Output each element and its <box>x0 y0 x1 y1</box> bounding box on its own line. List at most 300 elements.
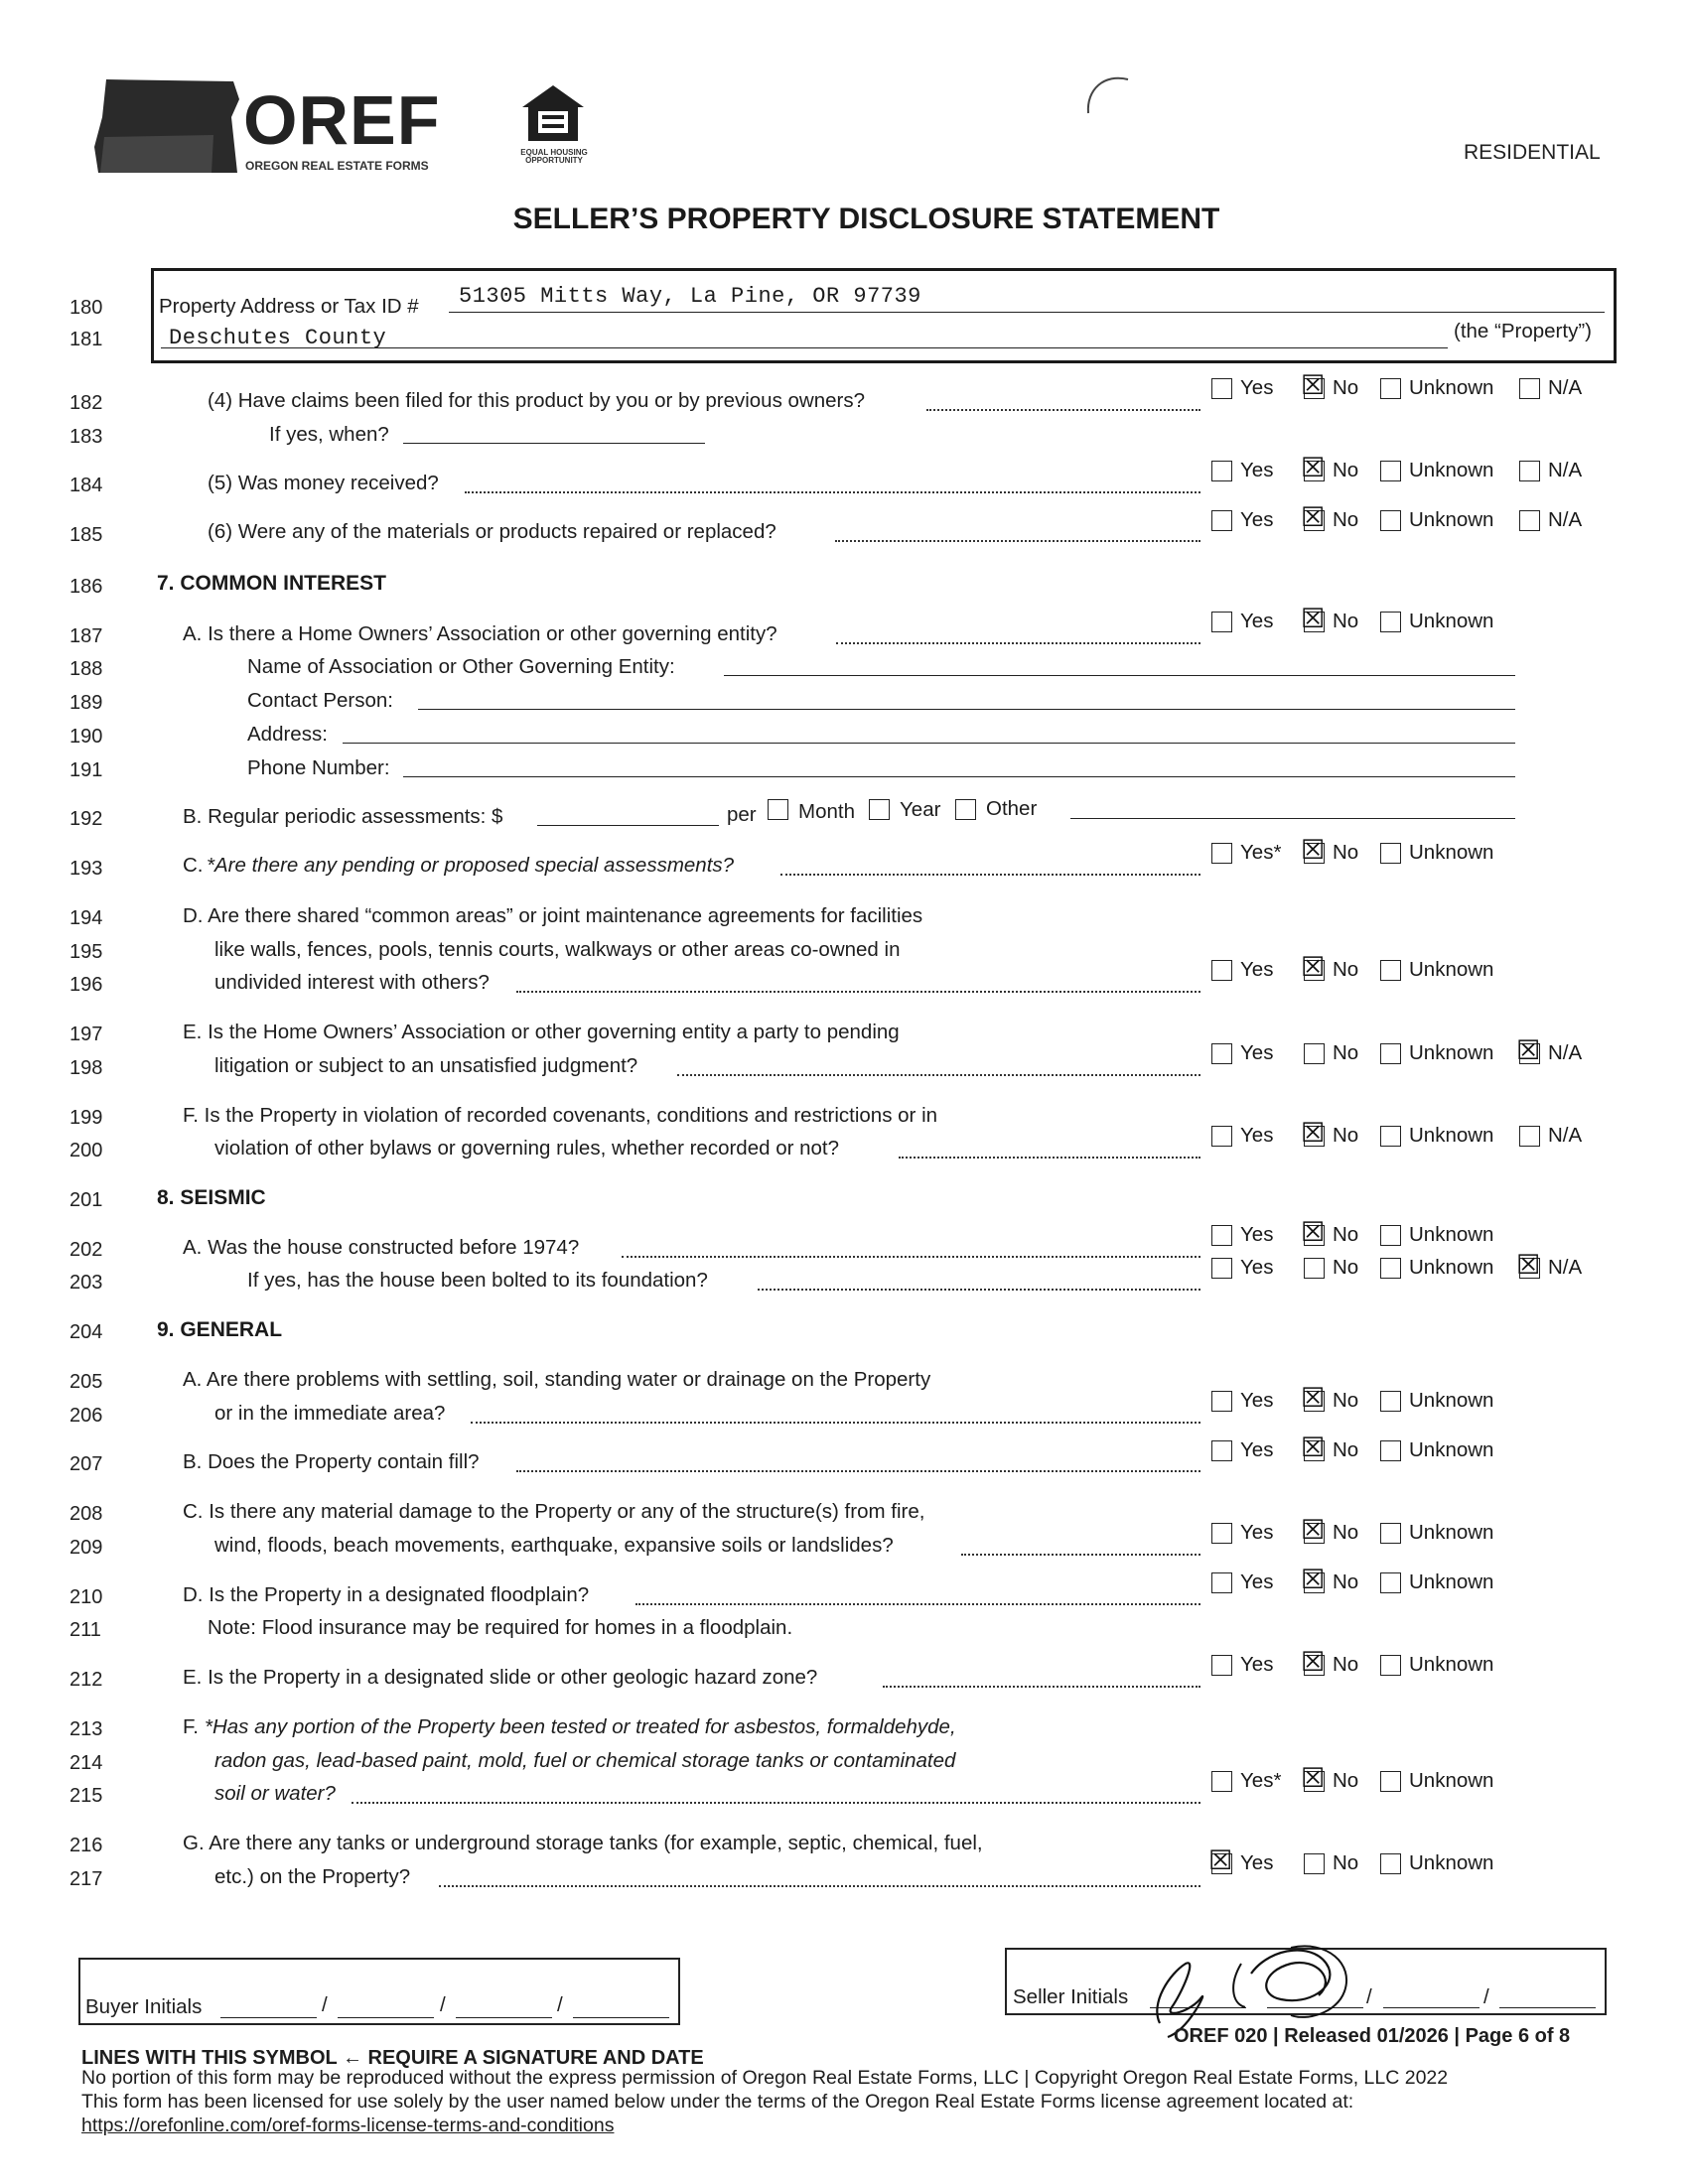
line-number: 202 <box>70 1239 103 1261</box>
month-label: Month <box>798 800 855 823</box>
leader-dots <box>352 1802 1200 1804</box>
leader-dots <box>883 1686 1200 1688</box>
answer-q209-yes[interactable] <box>1211 1520 1301 1546</box>
line-number: 192 <box>70 808 103 830</box>
check-mark-icon: ☒ <box>1301 501 1326 533</box>
line-number: 213 <box>70 1718 103 1740</box>
check-mark-icon: ☒ <box>1301 1382 1326 1414</box>
answer-q184-yes[interactable] <box>1211 458 1301 483</box>
option-label: N/A <box>1548 376 1583 399</box>
question-text: like walls, fences, pools, tennis courts, walkways or other areas co-owned in <box>214 938 901 961</box>
option-label: Yes <box>1240 958 1274 981</box>
question-text: Note: Flood insurance may be required for homes in a floodplain. <box>208 1616 793 1639</box>
line-number: 188 <box>70 658 103 680</box>
option-label: N/A <box>1548 508 1583 531</box>
line-number: 208 <box>70 1503 103 1525</box>
no-checkbox[interactable] <box>1301 951 1326 983</box>
no-checkbox[interactable] <box>1301 1117 1326 1149</box>
na-checkbox[interactable] <box>1519 1126 1540 1147</box>
question-text: D. Is the Property in a designated floodplain? <box>183 1583 590 1606</box>
no-checkbox[interactable] <box>1301 452 1326 483</box>
contact-person-line <box>418 709 1515 710</box>
seller-initial-line-4[interactable] <box>1499 2007 1596 2008</box>
line-number: 187 <box>70 625 103 647</box>
unknown-checkbox[interactable] <box>1380 1523 1401 1544</box>
no-checkbox[interactable] <box>1301 1432 1326 1463</box>
option-label: Yes <box>1240 376 1274 399</box>
leader-dots <box>516 1470 1200 1472</box>
option-label: Yes <box>1240 1124 1274 1147</box>
answer-q215-unknown[interactable] <box>1380 1768 1509 1794</box>
leader-dots <box>899 1157 1200 1159</box>
option-label: No <box>1333 459 1359 481</box>
unknown-checkbox[interactable] <box>1380 843 1401 864</box>
unknown-checkbox[interactable] <box>1380 378 1401 399</box>
line-number: 217 <box>70 1868 103 1890</box>
line-number: 189 <box>70 692 103 714</box>
unknown-checkbox[interactable] <box>1380 1391 1401 1412</box>
check-mark-icon: ☒ <box>1301 1646 1326 1678</box>
option-label: Unknown <box>1409 1124 1494 1147</box>
option-label: Unknown <box>1409 376 1494 399</box>
option-label: Yes <box>1240 508 1274 531</box>
address-underline <box>449 312 1605 313</box>
answer-q185-unknown[interactable] <box>1380 507 1509 533</box>
question-text: B. Does the Property contain fill? <box>183 1450 480 1473</box>
question-text: *Has any portion of the Property been tested or treated for asbestos, formaldehyde, <box>205 1715 956 1738</box>
no-checkbox[interactable] <box>1304 1258 1325 1279</box>
option-label: No <box>1333 958 1359 981</box>
line-number: 183 <box>70 426 103 448</box>
buyer-initial-line-2[interactable] <box>338 2017 434 2018</box>
leader-dots <box>780 874 1200 876</box>
year-label: Year <box>900 798 941 821</box>
section-heading: 7. COMMON INTEREST <box>157 572 387 595</box>
line-number: 184 <box>70 475 103 496</box>
unknown-checkbox[interactable] <box>1380 1126 1401 1147</box>
option-label: Unknown <box>1409 958 1494 981</box>
answer-q217-yes[interactable] <box>1208 1844 1301 1876</box>
option-label: No <box>1333 1570 1359 1593</box>
line-number: 212 <box>70 1669 103 1691</box>
no-checkbox[interactable] <box>1301 501 1326 533</box>
line-number: 200 <box>70 1140 103 1161</box>
no-checkbox[interactable] <box>1301 1382 1326 1414</box>
option-label: Unknown <box>1409 841 1494 864</box>
na-checkbox[interactable] <box>1519 510 1540 531</box>
answer-q200-unknown[interactable] <box>1380 1123 1509 1149</box>
line-number: 203 <box>70 1272 103 1294</box>
leader-dots <box>835 540 1200 542</box>
option-label: Yes <box>1240 1256 1274 1279</box>
option-label: No <box>1333 1653 1359 1676</box>
answer-q184-unknown[interactable] <box>1380 458 1509 483</box>
line-number: 182 <box>70 392 103 414</box>
leader-dots <box>465 491 1200 493</box>
answer-q182-yes[interactable] <box>1211 375 1301 401</box>
na-checkbox[interactable] <box>1519 378 1540 399</box>
option-label: Unknown <box>1409 1041 1494 1064</box>
option-label: Yes <box>1240 1041 1274 1064</box>
no-checkbox[interactable] <box>1301 369 1326 401</box>
answer-q210-yes[interactable] <box>1211 1570 1301 1595</box>
yes-checkbox[interactable] <box>1211 1771 1232 1792</box>
line-number: 201 <box>70 1189 103 1211</box>
answer-q193-yes[interactable] <box>1211 840 1301 866</box>
option-label: Unknown <box>1409 610 1494 632</box>
answer-q203-yes[interactable] <box>1211 1255 1301 1281</box>
answer-q202-unknown[interactable] <box>1380 1222 1509 1248</box>
answer-q212-unknown[interactable] <box>1380 1652 1509 1678</box>
question-text: F. Is the Property in violation of recorded covenants, conditions and restrictions or in <box>183 1104 938 1127</box>
unknown-checkbox[interactable] <box>1380 461 1401 481</box>
unknown-checkbox[interactable] <box>1380 1853 1401 1874</box>
question-text: etc.) on the Property? <box>214 1865 411 1888</box>
option-label: Unknown <box>1409 1389 1494 1412</box>
option-label: No <box>1333 1769 1359 1792</box>
option-label: No <box>1333 1124 1359 1147</box>
yes-checkbox[interactable] <box>1211 1126 1232 1147</box>
answer-q200-na[interactable] <box>1519 1123 1609 1149</box>
address-label: Property Address or Tax ID # <box>159 295 419 318</box>
option-label: N/A <box>1548 1124 1583 1147</box>
question-text: wind, floods, beach movements, earthquake, expansive soils or landslides? <box>214 1534 894 1557</box>
buyer-initials-label: Buyer Initials <box>85 1995 203 2018</box>
check-mark-icon: ☒ <box>1301 834 1326 866</box>
form-id: OREF 020 | Released 01/2026 | Page 6 of 8 <box>1174 2025 1571 2047</box>
property-suffix: (the “Property”) <box>1454 320 1592 342</box>
answer-q198-yes[interactable] <box>1211 1040 1301 1066</box>
answer-q187-unknown[interactable] <box>1380 609 1509 634</box>
line-number: 186 <box>70 576 103 598</box>
other-checkbox[interactable] <box>955 799 976 820</box>
answer-q185-yes[interactable] <box>1211 507 1301 533</box>
question-text: If yes, has the house been bolted to its foundation? <box>247 1269 708 1292</box>
unknown-checkbox[interactable] <box>1380 1572 1401 1593</box>
option-label: N/A <box>1548 459 1583 481</box>
no-checkbox[interactable] <box>1301 834 1326 866</box>
line-number: 181 <box>70 329 103 350</box>
option-label: Unknown <box>1409 1851 1494 1874</box>
oregon-logo-icon <box>94 77 243 177</box>
option-label: Yes <box>1240 1438 1274 1461</box>
option-label: Yes <box>1240 1570 1274 1593</box>
association-address-line <box>343 743 1515 744</box>
question-text: litigation or subject to an unsatisfied judgment? <box>214 1054 638 1077</box>
question-text: (5) Was money received? <box>208 472 439 494</box>
answer-q184-na[interactable] <box>1519 458 1609 483</box>
na-checkbox[interactable] <box>1519 461 1540 481</box>
unknown-checkbox[interactable] <box>1380 1043 1401 1064</box>
unknown-checkbox[interactable] <box>1380 1440 1401 1461</box>
option-label: Yes* <box>1240 1769 1282 1792</box>
question-text: E. Is the Property in a designated slide or other geologic hazard zone? <box>183 1666 818 1689</box>
yes-checkbox[interactable] <box>1211 612 1232 632</box>
unknown-checkbox[interactable] <box>1380 612 1401 632</box>
line-number: 190 <box>70 726 103 748</box>
check-mark-icon: ☒ <box>1301 1432 1326 1463</box>
check-mark-icon: ☒ <box>1516 1249 1541 1281</box>
yes-checkbox[interactable] <box>1211 1225 1232 1246</box>
leader-dots <box>439 1885 1200 1887</box>
check-mark-icon: ☒ <box>1301 1762 1326 1794</box>
answer-q217-unknown[interactable] <box>1380 1850 1509 1876</box>
option-label: Yes <box>1240 610 1274 632</box>
copyright-text: No portion of this form may be reproduced without the express permission of Oregon Real Estate Forms, LLC | Copyright Oregon Real Estate Forms, LLC 2022 <box>81 2067 1449 2089</box>
question-text: B. Regular periodic assessments: $ <box>183 805 503 828</box>
question-text: or in the immediate area? <box>214 1402 446 1425</box>
question-text: Phone Number: <box>247 756 390 779</box>
no-checkbox[interactable] <box>1304 1043 1325 1064</box>
buyer-initial-slash: / <box>440 1993 446 2016</box>
question-text: A. Are there problems with settling, soil, standing water or drainage on the Property <box>183 1368 931 1391</box>
option-label: Unknown <box>1409 1223 1494 1246</box>
option-label: Unknown <box>1409 1438 1494 1461</box>
check-mark-icon: ☒ <box>1301 1564 1326 1595</box>
page-title: SELLER’S PROPERTY DISCLOSURE STATEMENT <box>512 203 1220 235</box>
leader-dots <box>622 1256 1200 1258</box>
check-mark-icon: ☒ <box>1516 1034 1541 1066</box>
leader-dots <box>836 642 1200 644</box>
seller-initial-slash: / <box>1483 1985 1489 2008</box>
equal-housing-icon <box>520 83 586 155</box>
signature-symbol-note: LINES WITH THIS SYMBOL ← REQUIRE A SIGNATURE AND DATE <box>81 2047 704 2069</box>
other-label: Other <box>986 797 1038 820</box>
line-number: 204 <box>70 1321 103 1343</box>
unknown-checkbox[interactable] <box>1380 1225 1401 1246</box>
section-heading: 8. SEISMIC <box>157 1186 266 1209</box>
answer-q209-unknown[interactable] <box>1380 1520 1509 1546</box>
leader-dots <box>471 1422 1200 1424</box>
option-label: N/A <box>1548 1256 1583 1279</box>
form-category: RESIDENTIAL <box>1464 141 1601 164</box>
no-checkbox[interactable] <box>1301 1646 1326 1678</box>
assessment-amount-line <box>537 825 719 826</box>
option-label: Unknown <box>1409 1769 1494 1792</box>
option-label: Yes <box>1240 1851 1274 1874</box>
option-label: Unknown <box>1409 459 1494 481</box>
question-text: (4) Have claims been filed for this product by you or by previous owners? <box>208 389 866 412</box>
option-label: No <box>1333 508 1359 531</box>
option-label: No <box>1333 1438 1359 1461</box>
answer-q187-yes[interactable] <box>1211 609 1301 634</box>
option-label: Yes <box>1240 1521 1274 1544</box>
month-checkbox[interactable] <box>768 799 788 820</box>
question-prefix: C. <box>183 854 204 877</box>
question-text: Contact Person: <box>247 689 393 712</box>
question-text: soil or water? <box>214 1782 336 1805</box>
question-text: (6) Were any of the materials or products repaired or replaced? <box>208 520 776 543</box>
question-text: undivided interest with others? <box>214 971 490 994</box>
option-label: Yes <box>1240 459 1274 481</box>
answer-q182-na[interactable] <box>1519 375 1609 401</box>
na-checkbox[interactable] <box>1516 1034 1541 1066</box>
line-number: 215 <box>70 1785 103 1807</box>
check-mark-icon: ☒ <box>1301 1216 1326 1248</box>
yes-checkbox[interactable] <box>1211 1655 1232 1676</box>
buyer-initial-line-1[interactable] <box>220 2017 317 2018</box>
unknown-checkbox[interactable] <box>1380 510 1401 531</box>
phone-number-line <box>403 776 1515 777</box>
association-name-line <box>724 675 1515 676</box>
question-text: *Are there any pending or proposed special assessments? <box>207 854 735 877</box>
option-label: No <box>1333 1521 1359 1544</box>
check-mark-icon: ☒ <box>1301 951 1326 983</box>
logo-subtext: OREGON REAL ESTATE FORMS <box>245 159 429 173</box>
answer-q207-unknown[interactable] <box>1380 1437 1509 1463</box>
option-label: No <box>1333 841 1359 864</box>
leader-dots <box>516 991 1200 993</box>
answer-q182-unknown[interactable] <box>1380 375 1509 401</box>
line-number: 180 <box>70 297 103 319</box>
option-label: Unknown <box>1409 1521 1494 1544</box>
scan-mark-icon <box>1082 68 1142 117</box>
no-checkbox[interactable] <box>1301 1514 1326 1546</box>
question-text: A. Is there a Home Owners’ Association or other governing entity? <box>183 622 777 645</box>
option-label: No <box>1333 1851 1359 1874</box>
other-period-line <box>1070 818 1515 819</box>
no-checkbox[interactable] <box>1301 1564 1326 1595</box>
yes-checkbox[interactable] <box>1211 1391 1232 1412</box>
leader-dots <box>926 409 1200 411</box>
leader-dots <box>758 1289 1200 1291</box>
yes-checkbox[interactable] <box>1211 378 1232 399</box>
question-text: E. Is the Home Owners’ Association or other governing entity a party to pending <box>183 1021 900 1043</box>
option-label: Unknown <box>1409 1256 1494 1279</box>
answer-q185-na[interactable] <box>1519 507 1609 533</box>
section-heading: 9. GENERAL <box>157 1318 283 1341</box>
answer-q210-unknown[interactable] <box>1380 1570 1509 1595</box>
leader-dots <box>677 1074 1200 1076</box>
leader-dots <box>635 1603 1200 1605</box>
answer-q203-unknown[interactable] <box>1380 1255 1509 1281</box>
question-text: Address: <box>247 723 328 746</box>
question-text: C. Is there any material damage to the Property or any of the structure(s) from fire, <box>183 1500 925 1523</box>
answer-q200-yes[interactable] <box>1211 1123 1301 1149</box>
check-mark-icon: ☒ <box>1301 369 1326 401</box>
no-checkbox[interactable] <box>1301 1762 1326 1794</box>
question-text: violation of other bylaws or governing rules, whether recorded or not? <box>214 1137 840 1160</box>
yes-checkbox[interactable] <box>1211 510 1232 531</box>
answer-q206-unknown[interactable] <box>1380 1388 1509 1414</box>
question-text: G. Are there any tanks or underground storage tanks (for example, septic, chemical, fuel, <box>183 1832 983 1854</box>
address-value[interactable]: 51305 Mitts Way, La Pine, OR 97739 <box>459 284 921 309</box>
logo-text: OREF <box>243 81 441 159</box>
answer-q193-unknown[interactable] <box>1380 840 1509 866</box>
line-number: 216 <box>70 1835 103 1856</box>
yes-checkbox[interactable] <box>1211 960 1232 981</box>
leader-dots <box>961 1554 1200 1556</box>
line-number: 205 <box>70 1371 103 1393</box>
option-label: No <box>1333 1223 1359 1246</box>
answer-q198-na[interactable] <box>1516 1034 1609 1066</box>
claim-date-line <box>403 443 705 444</box>
option-label: No <box>1333 1256 1359 1279</box>
per-label: per <box>727 803 757 826</box>
no-checkbox[interactable] <box>1301 603 1326 634</box>
equal-housing-text: EQUAL HOUSING OPPORTUNITY <box>520 148 588 165</box>
answer-q212-yes[interactable] <box>1211 1652 1301 1678</box>
check-mark-icon: ☒ <box>1301 452 1326 483</box>
check-mark-icon: ☒ <box>1301 1514 1326 1546</box>
question-text: A. Was the house constructed before 1974? <box>183 1236 580 1259</box>
answer-q203-na[interactable] <box>1516 1249 1609 1281</box>
buyer-initial-slash: / <box>557 1993 563 2016</box>
no-checkbox[interactable] <box>1304 1853 1325 1874</box>
line-number: 194 <box>70 907 103 929</box>
line-number: 210 <box>70 1586 103 1608</box>
option-label: Unknown <box>1409 508 1494 531</box>
option-label: Yes* <box>1240 841 1282 864</box>
yes-checkbox[interactable] <box>1211 1043 1232 1064</box>
option-label: No <box>1333 610 1359 632</box>
answer-q206-yes[interactable] <box>1211 1388 1301 1414</box>
unknown-checkbox[interactable] <box>1380 1655 1401 1676</box>
license-text: This form has been licensed for use solely by the user named below under the terms of the Oregon Real Estate Forms license agreement located at: <box>81 2091 1354 2113</box>
unknown-checkbox[interactable] <box>1380 1258 1401 1279</box>
no-checkbox[interactable] <box>1301 1216 1326 1248</box>
year-checkbox[interactable] <box>869 799 890 820</box>
seller-initial-slash: / <box>1366 1985 1372 2008</box>
line-number: 209 <box>70 1537 103 1559</box>
line-number: 199 <box>70 1107 103 1129</box>
yes-checkbox[interactable] <box>1211 1258 1232 1279</box>
line-number: 211 <box>70 1619 101 1641</box>
yes-checkbox[interactable] <box>1211 461 1232 481</box>
answer-q202-yes[interactable] <box>1211 1222 1301 1248</box>
line-number: 198 <box>70 1057 103 1079</box>
unknown-checkbox[interactable] <box>1380 960 1401 981</box>
yes-checkbox[interactable] <box>1211 843 1232 864</box>
option-label: No <box>1333 1389 1359 1412</box>
answer-q198-unknown[interactable] <box>1380 1040 1509 1066</box>
buyer-initial-line-4[interactable] <box>573 2017 669 2018</box>
option-label: No <box>1333 1041 1359 1064</box>
license-link[interactable]: https://orefonline.com/oref-forms-license-terms-and-conditions <box>81 2115 615 2136</box>
answer-q196-unknown[interactable] <box>1380 957 1509 983</box>
seller-initials-label: Seller Initials <box>1013 1985 1129 2008</box>
question-text: Name of Association or Other Governing Entity: <box>247 655 675 678</box>
line-number: 191 <box>70 759 103 781</box>
line-number: 195 <box>70 941 103 963</box>
line-number: 207 <box>70 1453 103 1475</box>
buyer-initial-line-3[interactable] <box>456 2017 552 2018</box>
unknown-checkbox[interactable] <box>1380 1771 1401 1792</box>
question-text: radon gas, lead-based paint, mold, fuel or chemical storage tanks or contaminated <box>214 1749 956 1772</box>
yes-checkbox[interactable] <box>1208 1844 1233 1876</box>
option-label: Unknown <box>1409 1570 1494 1593</box>
question-text: D. Are there shared “common areas” or joint maintenance agreements for facilities <box>183 904 923 927</box>
check-mark-icon: ☒ <box>1208 1844 1233 1876</box>
yes-checkbox[interactable] <box>1211 1440 1232 1461</box>
yes-checkbox[interactable] <box>1211 1523 1232 1544</box>
check-mark-icon: ☒ <box>1301 603 1326 634</box>
option-label: Yes <box>1240 1389 1274 1412</box>
answer-q215-yes[interactable] <box>1211 1768 1301 1794</box>
question-prefix: F. <box>183 1715 199 1738</box>
answer-q207-yes[interactable] <box>1211 1437 1301 1463</box>
county-value[interactable]: Deschutes County <box>169 326 387 350</box>
yes-checkbox[interactable] <box>1211 1572 1232 1593</box>
option-label: Yes <box>1240 1653 1274 1676</box>
na-checkbox[interactable] <box>1516 1249 1541 1281</box>
option-label: Unknown <box>1409 1653 1494 1676</box>
answer-q196-yes[interactable] <box>1211 957 1301 983</box>
line-number: 196 <box>70 974 103 996</box>
line-number: 197 <box>70 1024 103 1045</box>
option-label: N/A <box>1548 1041 1583 1064</box>
line-number: 193 <box>70 858 103 880</box>
